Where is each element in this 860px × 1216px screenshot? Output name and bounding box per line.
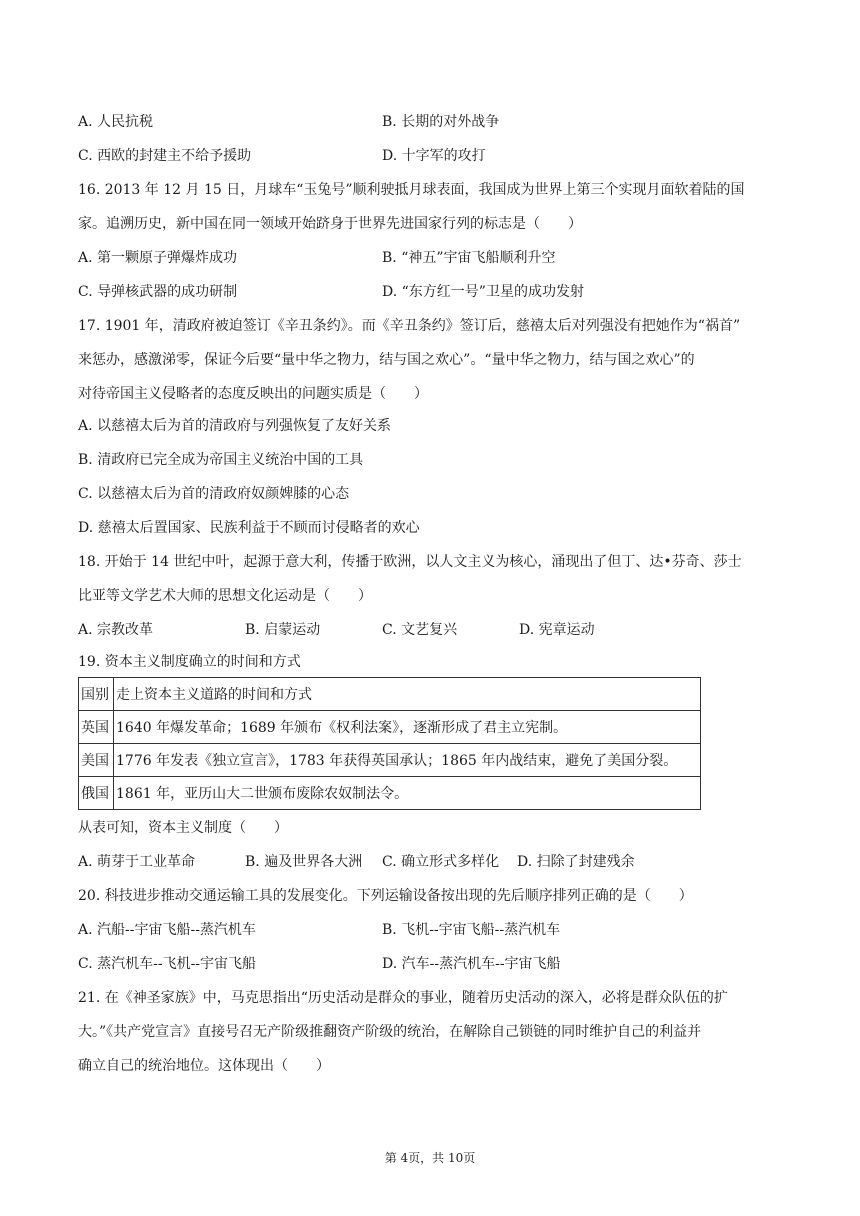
table-header-cell: 走上资本主义道路的时间和方式 [114,678,701,711]
table-header-row [79,678,701,711]
q15-option-d: D. 十字军的攻打 [382,148,486,164]
table-cell-country: 英国 [79,711,114,744]
q21-stem-line2: 大。”《共产党宣言》直接号召无产阶级推翻资产阶级的统治，在解除自己锁链的同时维护自己的利益并 [78,1024,702,1040]
q16-option-b: B. “神五”宇宙飞船顺利升空 [382,250,556,266]
table-row [79,711,701,744]
q19-table [78,677,701,810]
q20-option-c: C. 蒸汽机车--飞机--宇宙飞船 [78,956,257,972]
q18-option-c: C. 文艺复兴 [382,622,458,638]
q17-option-c: C. 以慈禧太后为首的清政府奴颜婢膝的心态 [78,486,350,502]
table-cell-country: 美国 [79,744,114,777]
q19-stem: 19. 资本主义制度确立的时间和方式 [78,654,301,670]
table-row [79,744,701,777]
q16-option-a: A. 第一颗原子弹爆炸成功 [78,250,238,266]
q19-option-d: D. 扫除了封建残余 [517,854,635,870]
q15-option-a: A. 人民抗税 [78,114,154,130]
q17-stem-line1: 17. 1901 年，清政府被迫签订《辛丑条约》。而《辛丑条约》签订后，慈禧太后对列强没有把她作为“祸首” [78,318,741,334]
q16-stem-line2: 家。追溯历史，新中国在同一领域开始跻身于世界先进国家行列的标志是（ ） [78,216,582,232]
q20-option-d: D. 汽车--蒸汽机车--宇宙飞船 [382,956,561,972]
q17-option-d: D. 慈禧太后置国家、民族利益于不顾而讨侵略者的欢心 [78,520,420,536]
q15-option-c: C. 西欧的封建主不给予援助 [78,148,252,164]
q21-stem-line1: 21. 在《神圣家族》中，马克思指出“历史活动是群众的事业，随着历史活动的深入，必将是群众队伍的扩 [78,990,728,1006]
q21-stem-line3: 确立自己的统治地位。这体现出（ ） [78,1058,330,1074]
q19-option-b: B. 遍及世界各大洲 [245,854,363,870]
q17-stem-line2: 来惩办，感激涕零，保证今后要“量中华之物力，结与国之欢心”。“量中华之物力，结与国之欢心”的 [78,352,695,368]
q17-stem-line3: 对待帝国主义侵略者的态度反映出的问题实质是（ ） [78,386,428,402]
q19-after: 从表可知，资本主义制度（ ） [78,820,288,836]
q15-option-b: B. 长期的对外战争 [382,114,500,130]
table-cell-desc: 1861 年，亚历山大二世颁布废除农奴制法令。 [114,777,701,810]
q18-stem-line1: 18. 开始于 14 世纪中叶，起源于意大利，传播于欧洲，以人文主义为核心，涌现出了但丁、达•芬奇、莎士 [78,554,742,570]
q19-option-a: A. 萌芽于工业革命 [78,854,196,870]
q18-option-d: D. 宪章运动 [519,622,595,638]
table-header-cell: 国别 [79,678,114,711]
table-cell-desc: 1640 年爆发革命；1689 年颁布《权利法案》，逐渐形成了君主立宪制。 [114,711,701,744]
q18-option-a: A. 宗教改革 [78,622,154,638]
table-cell-desc: 1776 年发表《独立宣言》，1783 年获得英国承认；1865 年内战结束，避免了美国分裂。 [114,744,701,777]
q16-stem-line1: 16. 2013 年 12 月 15 日，月球车“玉兔号”顺利驶抵月球表面，我国成为世界上第三个实现月面软着陆的国 [78,182,745,198]
table-row [79,777,701,810]
q20-option-b: B. 飞机--宇宙飞船--蒸汽机车 [382,922,561,938]
q20-option-a: A. 汽船--宇宙飞船--蒸汽机车 [78,922,256,938]
q18-option-b: B. 启蒙运动 [245,622,321,638]
q17-option-b: B. 清政府已完全成为帝国主义统治中国的工具 [78,452,364,468]
page-footer: 第 4页，共 10页 [384,1151,476,1165]
q16-option-d: D. “东方红一号”卫星的成功发射 [382,284,584,300]
q20-stem: 20. 科技进步推动交通运输工具的发展变化。下列运输设备按出现的先后顺序排列正确的是（ ） [78,888,693,904]
q16-option-c: C. 导弹核武器的成功研制 [78,284,238,300]
q18-stem-line2: 比亚等文学艺术大师的思想文化运动是（ ） [78,588,372,604]
q17-option-a: A. 以慈禧太后为首的清政府与列强恢复了友好关系 [78,418,392,434]
q19-option-c: C. 确立形式多样化 [382,854,500,870]
table-cell-country: 俄国 [79,777,114,810]
